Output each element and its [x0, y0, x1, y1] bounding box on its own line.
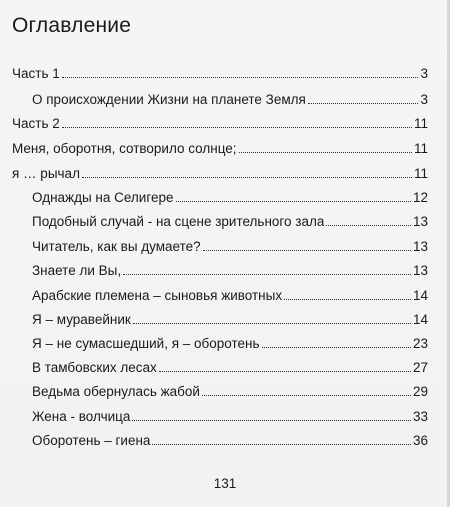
toc-entry-label: Читатель, как вы думаете? — [32, 239, 201, 254]
leader-dots — [202, 395, 411, 396]
leader-dots — [239, 152, 412, 153]
toc-entry — [32, 190, 428, 206]
toc-entry-label: Меня, оборотня, сотворило солнце; — [12, 141, 237, 156]
toc-entry — [32, 384, 428, 400]
toc-entry — [12, 116, 428, 132]
toc-entry — [32, 288, 428, 304]
toc-entry-label: Жена - волчица — [32, 409, 131, 424]
toc-entry-page: 11 — [413, 141, 428, 156]
toc-entry — [32, 92, 428, 108]
leader-dots — [62, 77, 419, 78]
toc-entry-label: Арабские племена – сыновья животных — [32, 288, 283, 303]
toc-entry-label: я … рычал — [12, 166, 80, 181]
toc-entry-page: 14 — [412, 288, 428, 303]
toc-entry-page: 23 — [412, 336, 428, 351]
toc-entry-label: Однажды на Селигере — [32, 190, 174, 205]
leader-dots — [326, 225, 411, 226]
toc-entry — [32, 409, 428, 425]
leader-dots — [159, 371, 411, 372]
toc-entry-page: 11 — [413, 116, 428, 131]
toc-entry-page: 3 — [420, 92, 428, 107]
toc-entry-page: 13 — [412, 214, 428, 229]
toc-entry-page: 27 — [412, 360, 428, 375]
toc-entry-label: Подобный случай - на сцене зрительного зала — [32, 214, 325, 229]
toc-entry — [32, 336, 428, 352]
toc-entry-page: 36 — [412, 433, 428, 448]
toc-entry — [32, 433, 428, 449]
leader-dots — [152, 444, 411, 445]
toc-entry-label: Знаете ли Вы, — [32, 263, 122, 278]
toc-entry-label: Часть 2 — [12, 116, 60, 131]
toc-entry-page: 33 — [412, 409, 428, 424]
toc-title: Оглавление — [12, 14, 132, 37]
leader-dots — [262, 347, 411, 348]
leader-dots — [123, 274, 411, 275]
toc-entry-label: Ведьма обернулась жабой — [32, 384, 200, 399]
toc-entry — [32, 263, 428, 279]
toc-entry-page: 29 — [412, 384, 428, 399]
toc-entry-page: 11 — [413, 166, 428, 181]
leader-dots — [82, 177, 412, 178]
leader-dots — [284, 299, 411, 300]
page-number: 131 — [213, 476, 237, 491]
toc-entry — [32, 239, 428, 255]
toc-entry-label: В тамбовских лесах — [32, 360, 157, 375]
toc-entry — [32, 312, 428, 328]
toc-entry — [32, 214, 428, 230]
leader-dots — [176, 201, 411, 202]
toc-entry-page: 13 — [412, 239, 428, 254]
toc-entry — [12, 141, 428, 157]
toc-entry-page: 14 — [412, 312, 428, 327]
toc-entry — [32, 360, 428, 376]
toc-entry-label: Я – муравейник — [32, 312, 131, 327]
toc-entry-page: 12 — [412, 190, 428, 205]
toc-entry-label: Я – не сумасшедший, я – оборотень — [32, 336, 260, 351]
toc-entry — [12, 166, 428, 182]
leader-dots — [203, 250, 411, 251]
leader-dots — [132, 420, 411, 421]
leader-dots — [62, 127, 412, 128]
toc-entry-label: Оборотень – гиена — [32, 433, 151, 448]
toc-entry — [12, 66, 428, 82]
toc-entry-label: Часть 1 — [12, 66, 60, 81]
leader-dots — [308, 103, 419, 104]
leader-dots — [133, 323, 411, 324]
toc-entry-label: О происхождении Жизни на планете Земля — [32, 92, 306, 107]
toc-entry-page: 13 — [412, 263, 428, 278]
toc-entry-page: 3 — [420, 66, 428, 81]
